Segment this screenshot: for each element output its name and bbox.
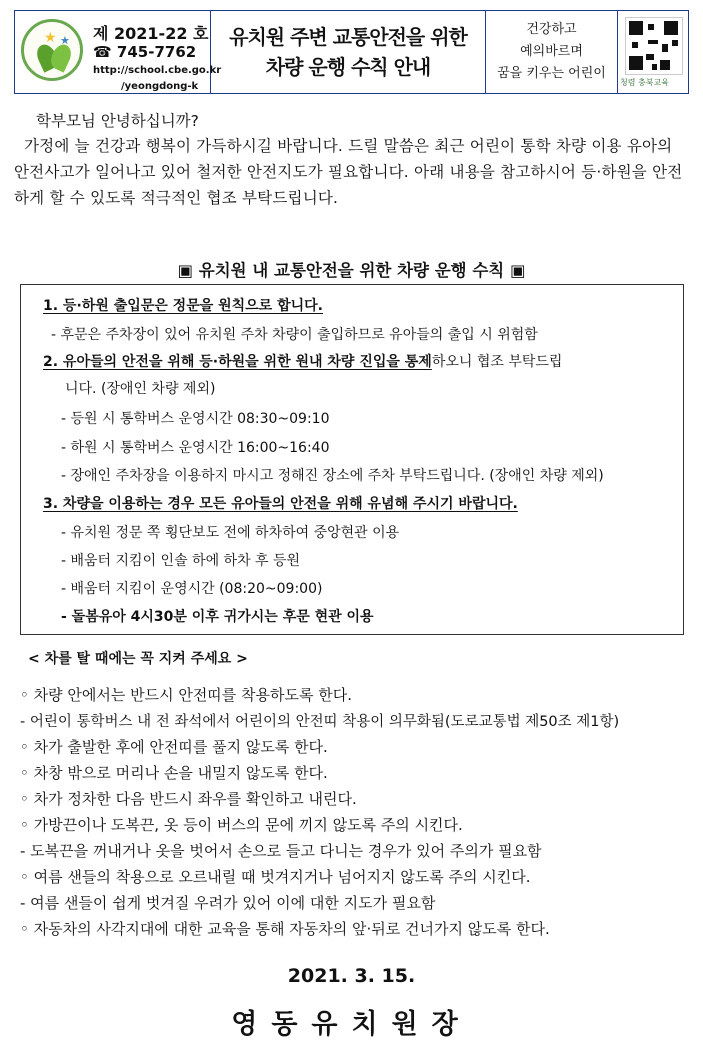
safety-rule-detail: - 여름 샌들이 쉽게 벗겨질 우려가 있어 이에 대한 지도가 필요함 (20, 894, 436, 912)
safety-notice-title: < 차를 탈 때에는 꼭 지켜 주세요 > (28, 651, 248, 667)
principal-signature: 영동유치원장 (231, 1009, 472, 1040)
header-motto-cell (486, 11, 618, 93)
item2-detail-1: - 등원 시 통학버스 운영시간 08:30~09:10 (61, 411, 330, 427)
motto-line3: 꿈을 키우는 어린이 (497, 66, 606, 81)
item1-title: 1. 등·하원 출입문은 정문을 원칙으로 합니다. (43, 298, 323, 314)
website-url-path[interactable]: /yeongdong-k (121, 81, 199, 92)
safety-rule-detail: - 어린이 통학버스 내 전 좌석에서 어린이의 안전띠 착용이 의무화됨(도로교통법 제50조 제1항) (20, 714, 620, 730)
header-info-cell (15, 11, 222, 93)
header-title-cell (211, 11, 486, 93)
section-title: ▣ 유치원 내 교통안전을 위한 차량 운행 수칙 ▣ (177, 261, 526, 280)
item3-detail-3: - 배움터 지킴이 운영시간 (08:20~09:00) (61, 581, 323, 597)
greeting: 학부모님 안녕하십니까? (36, 112, 199, 130)
kindergarten-logo: ★ ★ (21, 19, 83, 81)
motto-line2: 예의바르며 (520, 44, 583, 59)
safety-rule: ◦ 자동차의 사각지대에 대한 교육을 통해 자동차의 앞·뒤로 건너가지 않도록 한다. (20, 920, 550, 938)
safety-rule: ◦ 여름 샌들의 착용으로 오르내릴 때 벗겨지거나 넘어지지 않도록 주의 시킨다. (20, 868, 531, 886)
item2-detail-3: - 장애인 주차장을 이용하지 마시고 정해진 장소에 주차 부탁드립니다. (장애인 차량 제외) (61, 468, 604, 484)
item3-title: 3. 차량을 이용하는 경우 모든 유아들의 안전을 위해 유념해 주시기 바랍니다. (43, 496, 518, 512)
item2-title: 2. 유아들의 안전을 위해 등·하원을 위한 원내 차량 진입을 통제 (43, 354, 432, 370)
safety-rule: ◦ 차가 출발한 후에 안전띠를 풀지 않도록 한다. (20, 738, 328, 756)
notice-title-line2: 차량 운행 수칙 안내 (265, 55, 431, 79)
newsletter-header (14, 10, 689, 94)
qr-code-icon[interactable] (625, 17, 683, 75)
website-url[interactable]: http://school.cbe.go.kr (93, 65, 222, 76)
item3-detail-2: - 배움터 지킴이 인솔 하에 하차 후 등원 (61, 553, 301, 569)
notice-title-line1: 유치원 주변 교통안전을 위한 (229, 25, 467, 49)
phone-number: ☎ 745-7762 (93, 43, 197, 61)
rules-box (20, 284, 684, 635)
item1-detail: - 후문은 주차장이 있어 유치원 주차 차량이 출입하므로 유아들의 출입 시 위험함 (51, 327, 538, 343)
safety-rule-detail: - 도복끈을 꺼내거나 옷을 벗어서 손으로 들고 다니는 경우가 있어 주의가 필요함 (20, 842, 542, 860)
item3-detail-4: - 돌봄유아 4시30분 이후 귀가시는 후문 현관 이용 (61, 609, 374, 625)
integrity-label: 청렴 충북교육 (620, 78, 669, 87)
safety-rule: ◦ 차가 정차한 다음 반드시 좌우를 확인하고 내린다. (20, 790, 357, 808)
safety-rule: ◦ 차창 밖으로 머리나 손을 내밀지 않도록 한다. (20, 764, 328, 782)
item2-continuation: 니다. (장애인 차량 제외) (65, 381, 216, 397)
safety-rule: ◦ 가방끈이나 도복끈, 옷 등이 버스의 문에 끼지 않도록 주의 시킨다. (20, 816, 463, 834)
issue-date: 2021. 3. 15. (287, 965, 416, 987)
item2-title-rest: 하오니 협조 부탁드립 (431, 354, 563, 370)
motto-line1: 건강하고 (526, 22, 577, 37)
item2-title-row (43, 351, 562, 371)
safety-rule: ◦ 차량 안에서는 반드시 안전띠를 착용하도록 한다. (20, 686, 353, 704)
header-qr-cell (618, 11, 688, 93)
issue-number: 제 2021-22 호 (93, 24, 209, 43)
intro-paragraph: 가정에 늘 건강과 행복이 가득하시길 바랍니다. 드릴 말씀은 최근 어린이 통학 차량 이용 유아의 안전사고가 일어나고 있어 철저한 안전지도가 필요합니다. 아래 내용을 참고하시어 등·하원을 안전하게 할 수 있도록 적극적인 협조 부탁드립니다. (14, 137, 683, 207)
item2-detail-2: - 하원 시 통학버스 운영시간 16:00~16:40 (61, 440, 330, 456)
item3-detail-1: - 유치원 정문 쪽 횡단보도 전에 하차하여 중앙현관 이용 (61, 525, 400, 541)
